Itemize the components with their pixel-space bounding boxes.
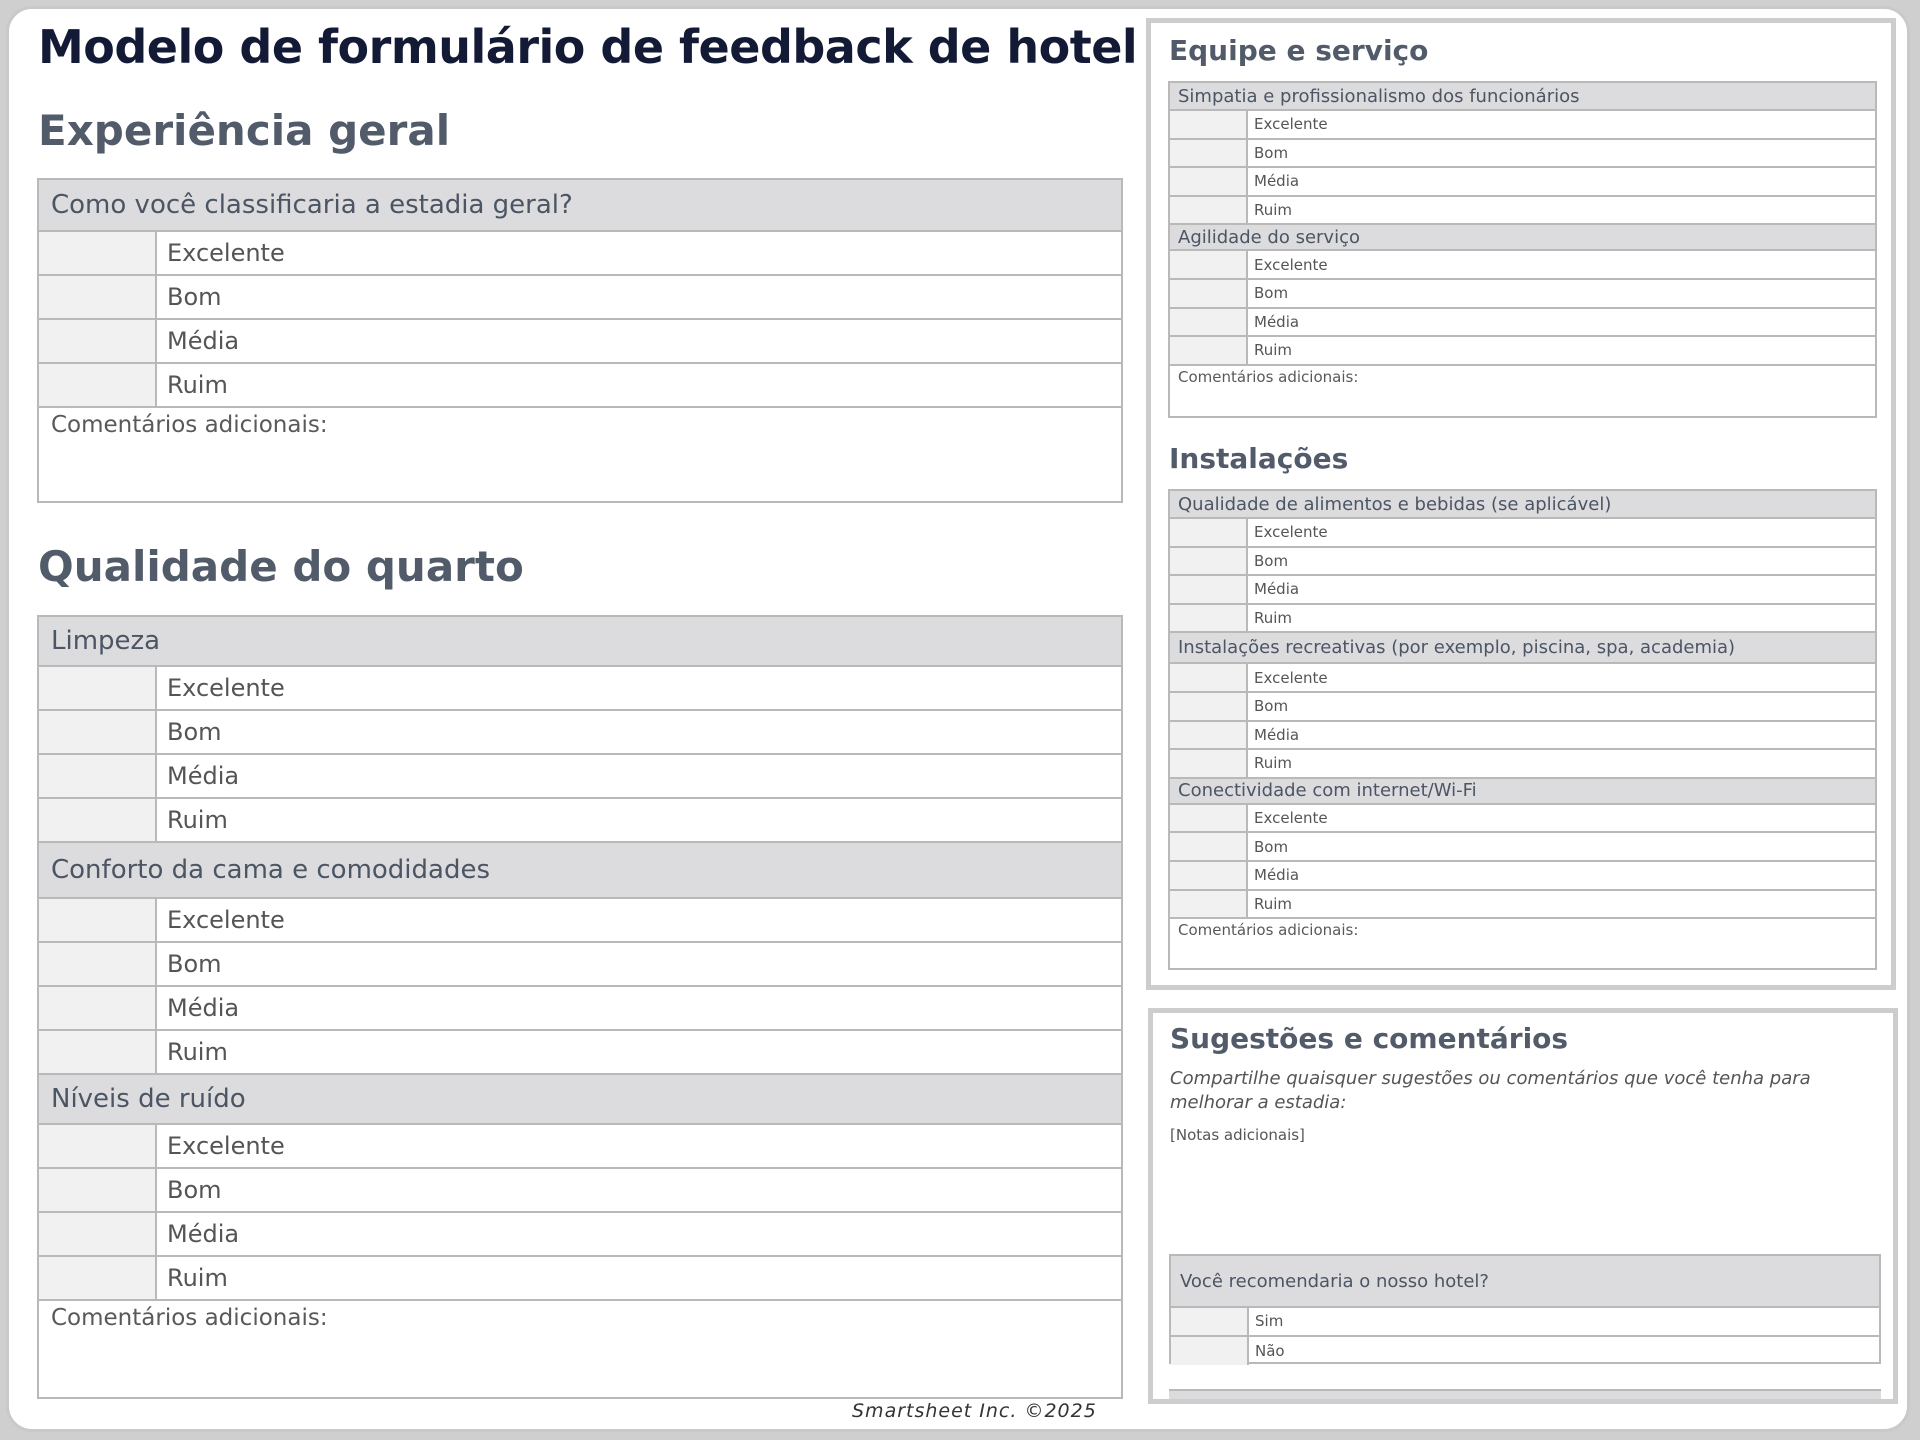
facilities-table <box>1168 489 1877 970</box>
question-header: Agilidade do serviço <box>1170 225 1875 251</box>
rating-checkbox[interactable] <box>1170 693 1248 720</box>
option-row[interactable] <box>39 799 1121 843</box>
rating-checkbox[interactable] <box>39 899 157 941</box>
footer-copyright: Smartsheet Inc. ©2025 <box>852 1400 1097 1422</box>
option-row[interactable] <box>1170 576 1875 605</box>
rating-checkbox[interactable] <box>1170 891 1248 918</box>
rating-checkbox[interactable] <box>39 943 157 985</box>
comments-field[interactable]: Comentários adicionais: <box>1178 921 1359 940</box>
option-row[interactable] <box>39 755 1121 799</box>
option-row[interactable] <box>1170 111 1875 140</box>
option-row[interactable] <box>1170 750 1875 779</box>
option-label: Bom <box>1254 837 1289 856</box>
option-row[interactable] <box>39 1031 1121 1075</box>
option-label: Média <box>167 327 240 355</box>
option-row[interactable] <box>39 1257 1121 1301</box>
rating-checkbox[interactable] <box>39 364 157 406</box>
option-label: Sim <box>1255 1312 1284 1331</box>
option-row[interactable] <box>1170 605 1875 634</box>
option-row[interactable] <box>1170 168 1875 197</box>
rating-checkbox[interactable] <box>39 711 157 753</box>
option-row-bom[interactable] <box>39 276 1121 320</box>
section-heading-overall: Experiência geral <box>38 106 451 155</box>
option-label: Bom <box>167 1176 222 1204</box>
option-label: Não <box>1255 1341 1285 1360</box>
rating-checkbox[interactable] <box>39 1031 157 1073</box>
option-row[interactable] <box>1170 140 1875 169</box>
option-row[interactable] <box>39 899 1121 943</box>
option-row[interactable] <box>39 1125 1121 1169</box>
rating-checkbox[interactable] <box>1170 605 1248 632</box>
option-row[interactable] <box>39 987 1121 1031</box>
option-label: Média <box>1254 172 1300 191</box>
option-row-ruim[interactable] <box>39 364 1121 408</box>
question-header-conforto: Conforto da cama e comodidades <box>39 843 1121 899</box>
option-row[interactable] <box>39 1213 1121 1257</box>
rating-checkbox[interactable] <box>1170 519 1248 546</box>
option-label: Ruim <box>167 1264 228 1292</box>
rating-checkbox[interactable] <box>39 987 157 1029</box>
rating-checkbox[interactable] <box>39 1257 157 1299</box>
notes-textarea[interactable]: [Notas adicionais] <box>1170 1126 1305 1144</box>
option-label: Ruim <box>1254 341 1293 360</box>
section-heading-staff: Equipe e serviço <box>1169 34 1429 67</box>
option-label: Média <box>167 994 240 1022</box>
option-row[interactable] <box>1170 722 1875 751</box>
option-label: Excelente <box>1254 115 1328 134</box>
option-row[interactable] <box>1170 280 1875 309</box>
rating-checkbox[interactable] <box>1170 197 1248 224</box>
rating-checkbox[interactable] <box>1170 722 1248 749</box>
option-label: Média <box>167 1220 240 1248</box>
rating-checkbox[interactable] <box>39 667 157 709</box>
option-label: Bom <box>1254 143 1289 162</box>
rating-checkbox[interactable] <box>39 755 157 797</box>
option-label: Média <box>1254 866 1300 885</box>
rating-checkbox[interactable] <box>39 1125 157 1167</box>
option-label: Bom <box>167 950 222 978</box>
option-row[interactable] <box>1170 833 1875 862</box>
cutoff-table-header <box>1169 1389 1881 1399</box>
page-title: Modelo de formulário de feedback de hotel <box>38 20 1138 74</box>
option-row[interactable] <box>1170 862 1875 891</box>
option-label: Bom <box>1254 284 1289 303</box>
option-label: Excelente <box>167 239 285 267</box>
rating-checkbox[interactable] <box>1170 168 1248 195</box>
question-header-ruido: Níveis de ruído <box>39 1075 1121 1125</box>
rating-checkbox[interactable] <box>1170 664 1248 691</box>
option-row[interactable] <box>1170 519 1875 548</box>
rating-checkbox[interactable] <box>1170 280 1248 307</box>
section-heading-suggestions: Sugestões e comentários <box>1170 1022 1569 1055</box>
question-header: Como você classificaria a estadia geral? <box>39 180 1121 232</box>
comments-field[interactable]: Comentários adicionais: <box>51 1305 328 1331</box>
question-header-limpeza: Limpeza <box>39 617 1121 667</box>
option-label: Média <box>1254 725 1300 744</box>
suggestions-prompt: Compartilhe quaisquer sugestões ou comentários que você tenha para melhorar a estadia: <box>1170 1068 1811 1113</box>
option-row[interactable] <box>39 667 1121 711</box>
option-label: Excelente <box>167 674 285 702</box>
option-row-excelente[interactable] <box>39 232 1121 276</box>
rating-checkbox[interactable] <box>1170 805 1248 832</box>
option-label: Ruim <box>1254 201 1293 220</box>
option-label: Média <box>1254 580 1300 599</box>
rating-checkbox[interactable] <box>39 276 157 318</box>
rating-checkbox[interactable] <box>1170 750 1248 777</box>
option-label: Ruim <box>1254 609 1293 628</box>
option-label: Excelente <box>167 906 285 934</box>
option-label: Ruim <box>167 1038 228 1066</box>
option-label: Excelente <box>1254 523 1328 542</box>
overall-rating-table <box>37 178 1123 503</box>
option-row-sim[interactable] <box>1171 1308 1879 1337</box>
question-header: Qualidade de alimentos e bebidas (se aplicável) <box>1170 491 1875 519</box>
option-row[interactable] <box>39 1169 1121 1213</box>
option-row[interactable] <box>1170 664 1875 693</box>
section-heading-room: Qualidade do quarto <box>38 542 524 591</box>
option-label: Bom <box>167 283 222 311</box>
option-row[interactable] <box>1170 197 1875 226</box>
rating-checkbox[interactable] <box>1170 833 1248 860</box>
rating-checkbox[interactable] <box>1170 337 1248 364</box>
question-header: Você recomendaria o nosso hotel? <box>1171 1256 1879 1308</box>
option-label: Média <box>167 762 240 790</box>
rating-checkbox[interactable] <box>39 1213 157 1255</box>
option-row[interactable] <box>1170 891 1875 920</box>
rating-checkbox[interactable] <box>1170 862 1248 889</box>
rating-checkbox[interactable] <box>1171 1337 1249 1366</box>
option-row[interactable] <box>1170 251 1875 280</box>
rating-checkbox[interactable] <box>1171 1308 1249 1335</box>
option-label: Ruim <box>1254 754 1293 773</box>
option-label: Ruim <box>1254 894 1293 913</box>
option-label: Excelente <box>1254 809 1328 828</box>
option-label: Excelente <box>1254 668 1328 687</box>
rating-checkbox[interactable] <box>39 232 157 274</box>
section-heading-facilities: Instalações <box>1169 442 1349 475</box>
rating-checkbox[interactable] <box>39 1169 157 1211</box>
rating-checkbox[interactable] <box>1170 548 1248 575</box>
option-row[interactable] <box>1170 805 1875 834</box>
option-label: Bom <box>167 718 222 746</box>
option-row[interactable] <box>39 711 1121 755</box>
rating-checkbox[interactable] <box>1170 111 1248 138</box>
option-label: Bom <box>1254 697 1289 716</box>
option-row[interactable] <box>39 943 1121 987</box>
rating-checkbox[interactable] <box>39 799 157 841</box>
option-label: Excelente <box>1254 255 1328 274</box>
rating-checkbox[interactable] <box>39 320 157 362</box>
option-row[interactable] <box>1170 548 1875 577</box>
rating-checkbox[interactable] <box>1170 576 1248 603</box>
question-header: Instalações recreativas (por exemplo, piscina, spa, academia) <box>1170 633 1875 664</box>
question-header: Simpatia e profissionalismo dos funcionários <box>1170 83 1875 111</box>
question-header: Conectividade com internet/Wi-Fi <box>1170 779 1875 805</box>
rating-checkbox[interactable] <box>1170 140 1248 167</box>
option-row-media[interactable] <box>39 320 1121 364</box>
option-label: Bom <box>1254 551 1289 570</box>
option-row-nao[interactable] <box>1171 1337 1879 1366</box>
option-row[interactable] <box>1170 693 1875 722</box>
option-label: Ruim <box>167 371 228 399</box>
option-label: Média <box>1254 312 1300 331</box>
room-quality-table <box>37 615 1123 1399</box>
rating-checkbox[interactable] <box>1170 309 1248 336</box>
comments-field[interactable]: Comentários adicionais: <box>1178 367 1359 386</box>
option-label: Ruim <box>167 806 228 834</box>
option-label: Excelente <box>167 1132 285 1160</box>
comments-field[interactable]: Comentários adicionais: <box>51 412 328 438</box>
option-row[interactable] <box>1170 309 1875 338</box>
option-row[interactable] <box>1170 337 1875 366</box>
staff-service-table <box>1168 81 1877 418</box>
rating-checkbox[interactable] <box>1170 251 1248 278</box>
recommend-table <box>1169 1254 1881 1364</box>
